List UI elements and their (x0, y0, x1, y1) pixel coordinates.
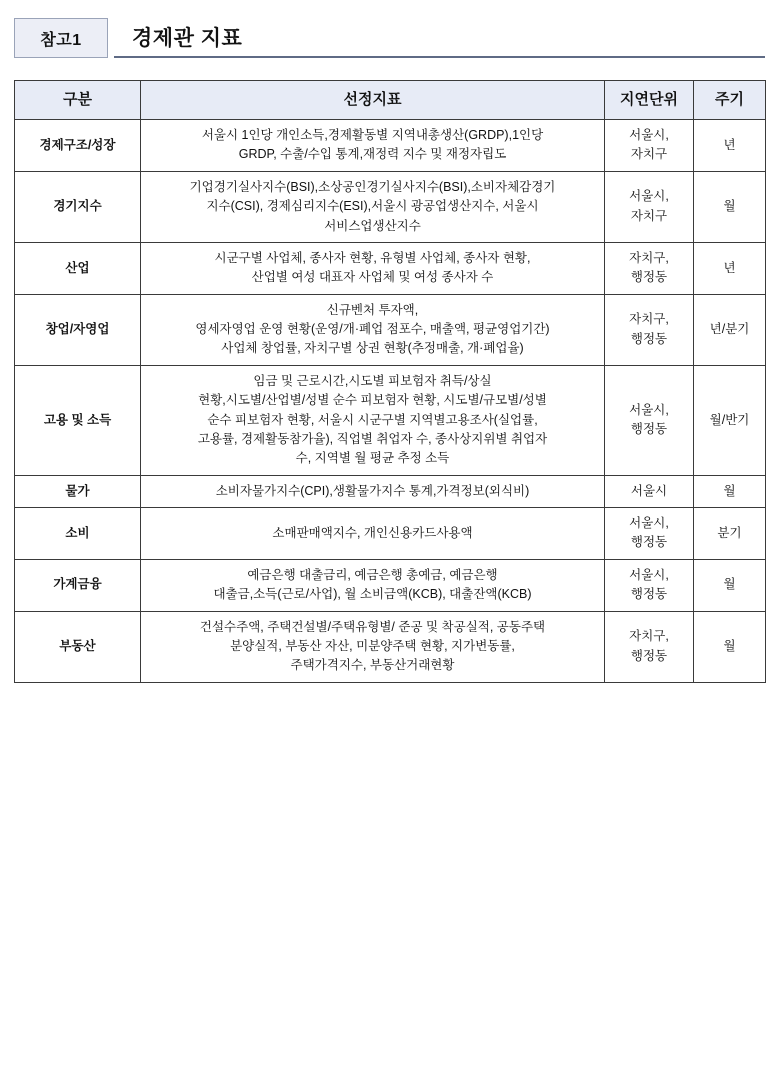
indicator-line: 영세자영업 운영 현황(운영/개·폐업 점포수, 매출액, 평균영업기간) (195, 322, 550, 336)
unit-line: 행정동 (630, 422, 668, 437)
document-header (14, 18, 765, 58)
cell-frequency: 월 (694, 559, 766, 611)
cell-frequency: 월 (694, 475, 766, 507)
cell-group: 소비 (15, 508, 141, 560)
indicator-line: GRDP, 수출/수입 통계,재정력 지수 및 재정자립도 (238, 147, 507, 162)
cell-group: 고용 및 소득 (15, 365, 141, 475)
indicator-line: 현황,시도별/산업별/성별 순수 피보험자 현황, 시도별/규모별/성별 (198, 393, 547, 408)
indicator-line: 사업체 창업률, 자치구별 상권 현황(추정매출, 개·폐업율) (221, 341, 524, 356)
cell-group: 창업/자영업 (15, 294, 141, 365)
cell-unit (605, 475, 694, 507)
indicator-table (14, 80, 766, 683)
cell-group: 물가 (15, 475, 141, 507)
cell-frequency: 년 (694, 120, 766, 172)
unit-line: 서울시 (630, 483, 668, 498)
table-row (15, 242, 766, 294)
cell-group: 경제구조/성장 (15, 120, 141, 172)
cell-indicators (141, 365, 605, 475)
unit-line: 행정동 (630, 270, 668, 285)
cell-frequency: 월 (694, 171, 766, 242)
unit-line: 자치구 (630, 147, 668, 162)
cell-group: 가계금융 (15, 559, 141, 611)
cell-indicators (141, 475, 605, 507)
cell-unit (605, 120, 694, 172)
indicator-line: 기업경기실사지수(BSI),소상공인경기실사지수(BSI),소비자체감경기 (189, 179, 556, 194)
cell-frequency: 월 (694, 611, 766, 682)
unit-line: 서울시, (629, 128, 669, 142)
table-header-row (15, 81, 766, 120)
unit-line: 서울시, (629, 567, 669, 582)
table-row (15, 508, 766, 560)
indicator-line: 주택가격지수, 부동산거래현황 (290, 658, 455, 673)
cell-unit (605, 242, 694, 294)
page-title: 경제관 지표 (132, 27, 243, 50)
table-row (15, 120, 766, 172)
unit-line: 행정동 (630, 535, 668, 550)
unit-line: 자치구 (630, 208, 668, 223)
cell-unit (605, 611, 694, 682)
indicator-line: 순수 피보험자 현황, 서울시 시군구별 지역별고용조사(실업률, (207, 412, 538, 427)
indicator-line: 지수(CSI), 경제심리지수(ESI),서울시 광공업생산지수, 서울시 (206, 199, 539, 214)
indicator-line: 시군구별 사업체, 종사자 현황, 유형별 사업체, 종사자 현황, (214, 250, 531, 265)
cell-unit (605, 559, 694, 611)
page-title-container (114, 18, 765, 58)
indicator-line: 분양실적, 부동산 자산, 미분양주택 현황, 지가변동률, (230, 638, 515, 653)
cell-group: 산업 (15, 242, 141, 294)
unit-line: 행정동 (630, 587, 668, 602)
column-header-unit: 지연단위 (605, 81, 694, 120)
indicator-line: 서울시 1인당 개인소득,경제활동별 지역내총생산(GRDP),1인당 (201, 128, 544, 142)
table-row (15, 365, 766, 475)
cell-frequency: 년/분기 (694, 294, 766, 365)
cell-indicators (141, 294, 605, 365)
column-header-frequency: 주기 (694, 81, 766, 120)
indicator-line: 임금 및 근로시간,시도별 피보험자 취득/상실 (253, 373, 492, 388)
indicator-line: 예금은행 대출금리, 예금은행 총예금, 예금은행 (247, 567, 498, 582)
cell-indicators (141, 242, 605, 294)
indicator-line: 산업별 여성 대표자 사업체 및 여성 종사자 수 (251, 270, 494, 285)
indicator-line: 건설수주액, 주택건설별/주택유형별/ 준공 및 착공실적, 공동주택 (199, 619, 546, 634)
unit-line: 서울시, (629, 402, 669, 417)
cell-frequency: 년 (694, 242, 766, 294)
unit-line: 자치구, (629, 250, 669, 265)
column-header-indicators: 선정지표 (141, 81, 605, 120)
cell-unit (605, 171, 694, 242)
cell-indicators (141, 120, 605, 172)
indicator-line: 소비자물가지수(CPI),생활물가지수 통계,가격정보(외식비) (215, 483, 530, 498)
cell-indicators (141, 611, 605, 682)
cell-indicators (141, 559, 605, 611)
indicator-line: 신규벤처 투자액, (326, 302, 419, 317)
reference-label: 참고1 (14, 18, 108, 58)
table-row (15, 171, 766, 242)
unit-line: 행정동 (630, 648, 668, 663)
unit-line: 서울시, (629, 189, 669, 204)
cell-group: 경기지수 (15, 171, 141, 242)
unit-line: 자치구, (629, 312, 669, 327)
cell-frequency: 분기 (694, 508, 766, 560)
cell-unit (605, 365, 694, 475)
cell-indicators (141, 508, 605, 560)
indicator-line: 대출금,소득(근로/사업), 월 소비금액(KCB), 대출잔액(KCB) (213, 587, 532, 602)
cell-unit (605, 294, 694, 365)
cell-unit (605, 508, 694, 560)
indicator-line: 수, 지역별 월 평균 추정 소득 (295, 451, 450, 466)
indicator-line: 소매판매액지수, 개인신용카드사용액 (272, 525, 473, 540)
cell-frequency: 월/반기 (694, 365, 766, 475)
column-header-group: 구분 (15, 81, 141, 120)
table-row (15, 294, 766, 365)
unit-line: 행정동 (630, 331, 668, 346)
table-row (15, 559, 766, 611)
indicator-line: 고용률, 경제활동참가율), 직업별 취업자 수, 종사상지위별 취업자 (197, 431, 548, 446)
cell-indicators (141, 171, 605, 242)
unit-line: 자치구, (629, 629, 669, 644)
cell-group: 부동산 (15, 611, 141, 682)
unit-line: 서울시, (629, 516, 669, 530)
table-row (15, 611, 766, 682)
indicator-line: 서비스업생산지수 (324, 218, 421, 233)
table-body (15, 120, 766, 683)
table-row (15, 475, 766, 507)
